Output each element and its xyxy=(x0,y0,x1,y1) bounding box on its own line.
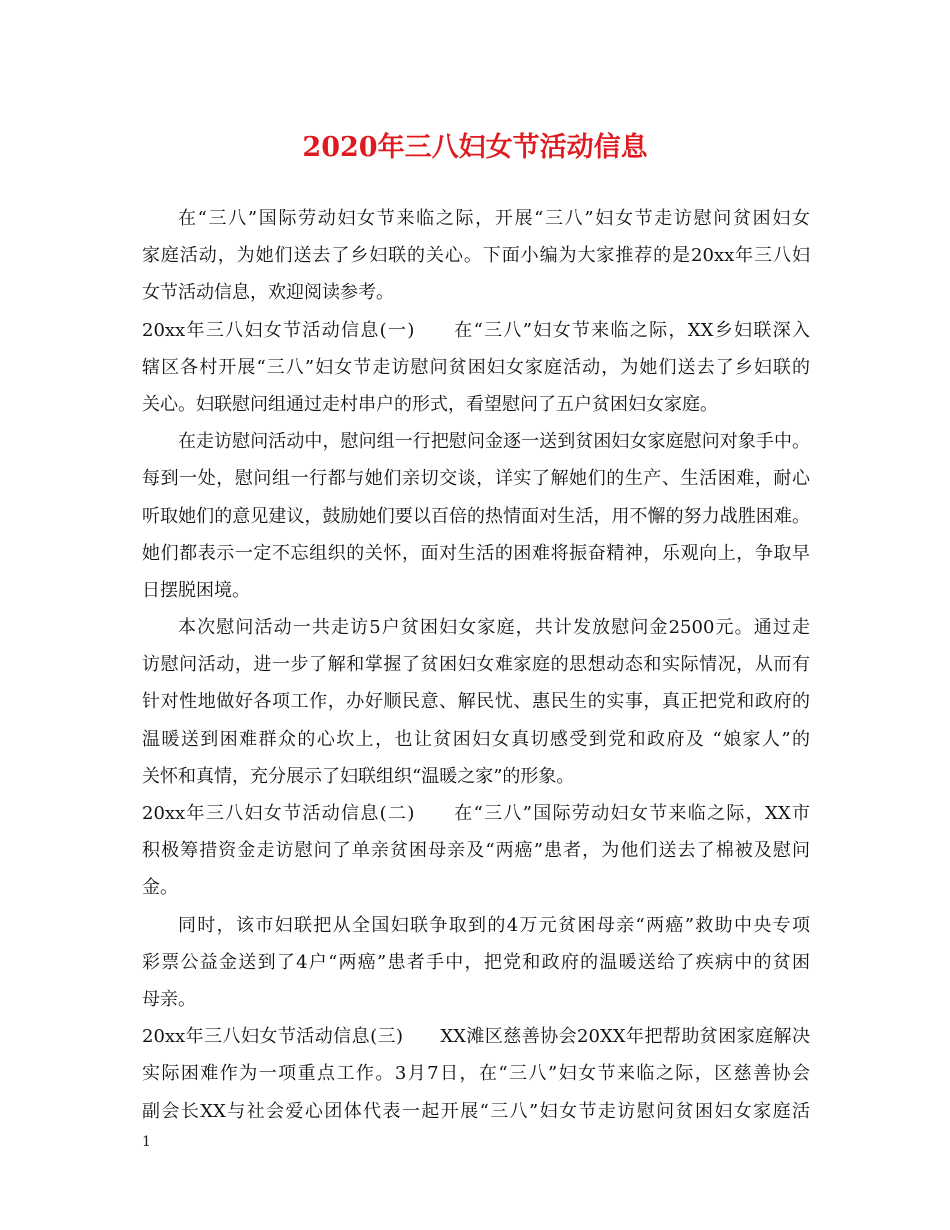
text-line: 积极筹措资金走访慰问了单亲贫困母亲及“两癌”患者，为他们送去了棉被及慰问 xyxy=(142,840,810,862)
text-line: 辖区各村开展“三八”妇女节走访慰问贫困妇女家庭活动，为她们送去了乡妇联的 xyxy=(142,356,810,378)
text-line: 家庭活动，为她们送去了乡妇联的关心。下面小编为大家推荐的是20xx年三八妇 xyxy=(142,245,810,267)
document-body xyxy=(142,200,810,1130)
text-line: 母亲。 xyxy=(142,988,196,1010)
text-line: 在“三八”国际劳动妇女节来临之际，开展“三八”妇女节走访慰问贫困妇女 xyxy=(178,208,810,229)
text-line: 20xx年三八妇女节活动信息(一) 在“三八”妇女节来临之际，XX乡妇联深入 xyxy=(142,319,810,341)
text-line: 关心。妇联慰问组通过走村串户的形式，看望慰问了五户贫困妇女家庭。 xyxy=(142,393,718,415)
text-line: 温暖送到困难群众的心坎上，也让贫困妇女真切感受到党和政府及 “娘家人”的 xyxy=(142,728,810,750)
text-line: 副会长XX与社会爱心团体代表一起开展“三八”妇女节走访慰问贫困妇女家庭活 xyxy=(142,1100,810,1122)
text-line: 女节活动信息，欢迎阅读参考。 xyxy=(142,282,394,304)
text-line: 关怀和真情，充分展示了妇联组织“温暖之家”的形象。 xyxy=(142,765,575,787)
text-line: 访慰问活动，进一步了解和掌握了贫困妇女难家庭的思想动态和实际情况，从而有 xyxy=(142,654,810,676)
text-line: 20xx年三八妇女节活动信息(二) 在“三八”国际劳动妇女节来临之际，XX市 xyxy=(142,803,810,824)
document-title: 2020年三八妇女节活动信息 xyxy=(302,132,648,163)
text-line: 在走访慰问活动中，慰问组一行把慰问金逐一送到贫困妇女家庭慰问对象手中。 xyxy=(178,431,810,453)
text-line: 听取她们的意见建议，鼓励她们要以百倍的热情面对生活，用不懈的努力战胜困难。 xyxy=(142,505,810,527)
text-line: 日摆脱困境。 xyxy=(142,579,250,601)
text-line: 实际困难作为一项重点工作。3月7日，在“三八”妇女节来临之际，区慈善协会 xyxy=(142,1063,810,1085)
text-line: 彩票公益金送到了4户“两癌”患者手中，把党和政府的温暖送给了疾病中的贫困 xyxy=(142,951,810,973)
text-line: 每到一处，慰问组一行都与她们亲切交谈，详实了解她们的生产、生活困难，耐心 xyxy=(142,468,810,490)
text-line: 20xx年三八妇女节活动信息(三) XX滩区慈善协会20XX年把帮助贫困家庭解决 xyxy=(142,1026,810,1048)
text-line: 针对性地做好各项工作，办好顺民意、解民忧、惠民生的实事，真正把党和政府的 xyxy=(142,691,810,713)
text-line: 本次慰问活动一共走访5户贫困妇女家庭，共计发放慰问金2500元。通过走 xyxy=(178,617,810,639)
page-number: 1 xyxy=(142,1134,151,1150)
text-line: 金。 xyxy=(142,877,178,899)
text-line: 同时，该市妇联把从全国妇联争取到的4万元贫困母亲“两癌”救助中央专项 xyxy=(178,914,810,936)
text-line: 她们都表示一定不忘组织的关怀，面对生活的困难将振奋精神，乐观向上，争取早 xyxy=(142,542,810,564)
